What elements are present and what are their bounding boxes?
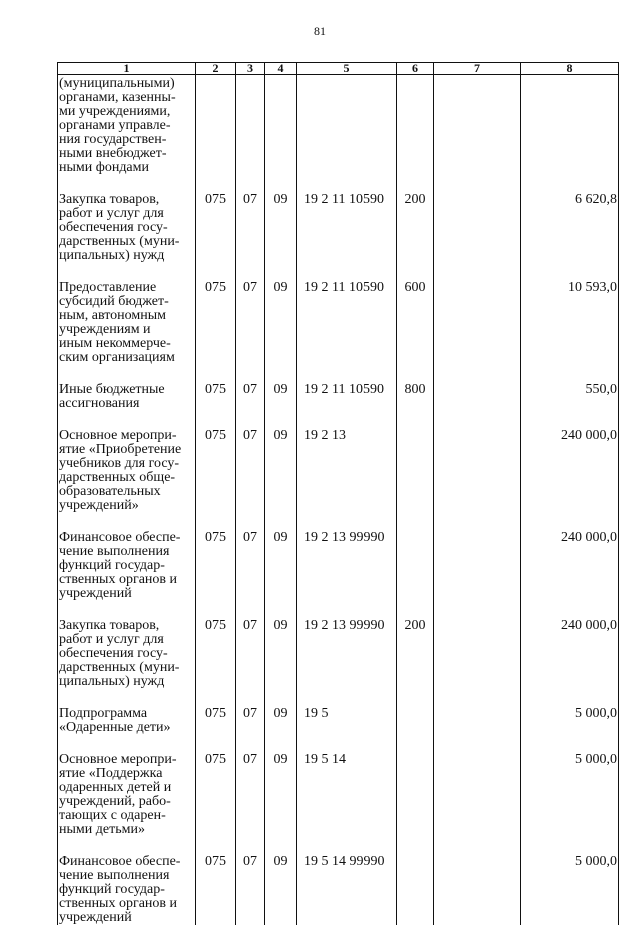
cell-admin-code: 075 [196, 513, 236, 601]
cell-name [58, 75, 196, 176]
cell-amount: 240 000,0 [521, 411, 619, 513]
cell-subsection: 09 [265, 689, 297, 735]
cell-target-article: 19 2 13 99990 [297, 513, 397, 601]
name-line: ственных органов и [59, 573, 195, 587]
name-line: Иные бюджетные [59, 383, 195, 397]
name-line: ципальных) нужд [59, 249, 195, 263]
cell-target-article: 19 2 11 10590 [297, 365, 397, 411]
cell-name [58, 175, 196, 263]
cell-column-7 [434, 175, 521, 263]
cell-column-7 [434, 263, 521, 365]
cell-admin-code: 075 [196, 411, 236, 513]
cell-expense-type [397, 513, 434, 601]
table-row [58, 689, 619, 735]
cell-column-7 [434, 689, 521, 735]
column-header-6: 6 [397, 63, 434, 75]
table-row [58, 411, 619, 513]
name-line: (муниципальными) [59, 77, 195, 91]
name-line: учреждений [59, 587, 195, 601]
cell-amount: 6 620,8 [521, 175, 619, 263]
cell-column-7 [434, 601, 521, 689]
cell-section: 07 [236, 175, 265, 263]
table-row [58, 837, 619, 925]
name-line: ными внебюджет- [59, 147, 195, 161]
cell-name [58, 689, 196, 735]
cell-column-7 [434, 837, 521, 925]
cell-amount [521, 75, 619, 176]
name-line: ным, автономным [59, 309, 195, 323]
table-body [58, 75, 619, 925]
cell-column-7 [434, 411, 521, 513]
cell-expense-type [397, 689, 434, 735]
cell-section [236, 75, 265, 176]
cell-amount: 5 000,0 [521, 689, 619, 735]
cell-name [58, 837, 196, 925]
cell-section: 07 [236, 735, 265, 837]
cell-target-article: 19 5 [297, 689, 397, 735]
name-line: ственных органов и [59, 897, 195, 911]
name-line: иным некоммерче- [59, 337, 195, 351]
cell-section: 07 [236, 513, 265, 601]
name-line: ципальных) нужд [59, 675, 195, 689]
cell-target-article: 19 5 14 99990 [297, 837, 397, 925]
cell-subsection: 09 [265, 175, 297, 263]
cell-expense-type: 600 [397, 263, 434, 365]
table-row [58, 513, 619, 601]
cell-expense-type [397, 411, 434, 513]
cell-amount: 5 000,0 [521, 735, 619, 837]
name-line: функций государ- [59, 883, 195, 897]
name-line: Закупка товаров, [59, 193, 195, 207]
cell-name [58, 513, 196, 601]
cell-target-article [297, 75, 397, 176]
name-line: чение выполнения [59, 869, 195, 883]
cell-amount: 240 000,0 [521, 513, 619, 601]
cell-name [58, 411, 196, 513]
cell-section: 07 [236, 365, 265, 411]
cell-subsection [265, 75, 297, 176]
cell-expense-type: 200 [397, 601, 434, 689]
cell-name [58, 365, 196, 411]
cell-column-7 [434, 513, 521, 601]
cell-admin-code [196, 75, 236, 176]
name-line: дарственных (муни- [59, 235, 195, 249]
cell-admin-code: 075 [196, 175, 236, 263]
column-header-2: 2 [196, 63, 236, 75]
cell-expense-type [397, 735, 434, 837]
name-line: Закупка товаров, [59, 619, 195, 633]
table-row [58, 75, 619, 176]
name-line: ятие «Поддержка [59, 767, 195, 781]
name-line: органами, казенны- [59, 91, 195, 105]
column-header-5: 5 [297, 63, 397, 75]
cell-name [58, 263, 196, 365]
name-line: субсидий бюджет- [59, 295, 195, 309]
cell-expense-type [397, 837, 434, 925]
name-line: дарственных (муни- [59, 661, 195, 675]
name-line: Финансовое обеспе- [59, 531, 195, 545]
cell-column-7 [434, 365, 521, 411]
column-header-4: 4 [265, 63, 297, 75]
cell-name [58, 735, 196, 837]
cell-section: 07 [236, 411, 265, 513]
name-line: Предоставление [59, 281, 195, 295]
name-line: Подпрограмма [59, 707, 195, 721]
cell-subsection: 09 [265, 513, 297, 601]
name-line: дарственных обще- [59, 471, 195, 485]
name-line: тающих с одарен- [59, 809, 195, 823]
name-line: ными фондами [59, 161, 195, 175]
cell-admin-code: 075 [196, 735, 236, 837]
name-line: ским организациям [59, 351, 195, 365]
table-row [58, 365, 619, 411]
name-line: одаренных детей и [59, 781, 195, 795]
cell-amount: 10 593,0 [521, 263, 619, 365]
name-line: учреждениям и [59, 323, 195, 337]
cell-target-article: 19 5 14 [297, 735, 397, 837]
cell-admin-code: 075 [196, 601, 236, 689]
cell-subsection: 09 [265, 365, 297, 411]
cell-name [58, 601, 196, 689]
cell-section: 07 [236, 263, 265, 365]
name-line: учреждений, рабо- [59, 795, 195, 809]
name-line: Основное меропри- [59, 753, 195, 767]
cell-amount: 5 000,0 [521, 837, 619, 925]
cell-expense-type: 800 [397, 365, 434, 411]
table-header-row [58, 63, 619, 75]
name-line: Финансовое обеспе- [59, 855, 195, 869]
name-line: функций государ- [59, 559, 195, 573]
column-header-1: 1 [58, 63, 196, 75]
name-line: учебников для госу- [59, 457, 195, 471]
cell-section: 07 [236, 837, 265, 925]
cell-subsection: 09 [265, 263, 297, 365]
cell-amount: 240 000,0 [521, 601, 619, 689]
cell-subsection: 09 [265, 735, 297, 837]
cell-expense-type [397, 75, 434, 176]
cell-target-article: 19 2 11 10590 [297, 263, 397, 365]
table-row [58, 735, 619, 837]
table-row [58, 601, 619, 689]
page-number: 81 [0, 24, 640, 39]
column-header-7: 7 [434, 63, 521, 75]
name-line: ными детьми» [59, 823, 195, 837]
name-line: Основное меропри- [59, 429, 195, 443]
name-line: учреждений» [59, 499, 195, 513]
cell-admin-code: 075 [196, 837, 236, 925]
cell-admin-code: 075 [196, 263, 236, 365]
cell-section: 07 [236, 689, 265, 735]
name-line: учреждений [59, 911, 195, 925]
name-line: чение выполнения [59, 545, 195, 559]
cell-admin-code: 075 [196, 689, 236, 735]
cell-target-article: 19 2 13 99990 [297, 601, 397, 689]
name-line: ния государствен- [59, 133, 195, 147]
name-line: обеспечения госу- [59, 221, 195, 235]
column-header-3: 3 [236, 63, 265, 75]
name-line: работ и услуг для [59, 207, 195, 221]
name-line: образовательных [59, 485, 195, 499]
cell-admin-code: 075 [196, 365, 236, 411]
name-line: ятие «Приобретение [59, 443, 195, 457]
cell-target-article: 19 2 11 10590 [297, 175, 397, 263]
table-row [58, 175, 619, 263]
name-line: обеспечения госу- [59, 647, 195, 661]
cell-section: 07 [236, 601, 265, 689]
column-header-8: 8 [521, 63, 619, 75]
cell-subsection: 09 [265, 411, 297, 513]
name-line: органами управле- [59, 119, 195, 133]
name-line: ассигнования [59, 397, 195, 411]
name-line: работ и услуг для [59, 633, 195, 647]
cell-amount: 550,0 [521, 365, 619, 411]
budget-table [57, 62, 619, 925]
cell-column-7 [434, 75, 521, 176]
name-line: «Одаренные дети» [59, 721, 195, 735]
cell-column-7 [434, 735, 521, 837]
cell-expense-type: 200 [397, 175, 434, 263]
name-line: ми учреждениями, [59, 105, 195, 119]
cell-subsection: 09 [265, 601, 297, 689]
cell-subsection: 09 [265, 837, 297, 925]
cell-target-article: 19 2 13 [297, 411, 397, 513]
table-row [58, 263, 619, 365]
